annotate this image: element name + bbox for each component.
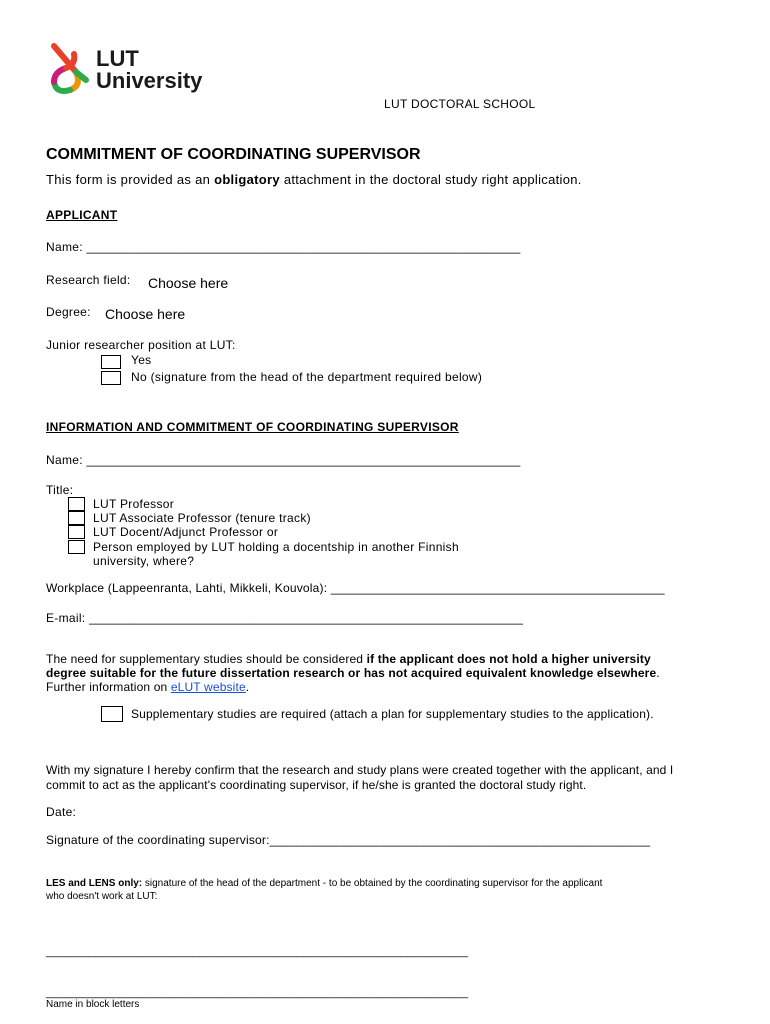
logo-text-lut: LUT [96,46,139,71]
title-checkbox-other-university[interactable] [68,540,85,554]
further-info-post: . [245,680,250,694]
head-signature-line[interactable]: _____________________________________________________________________ [46,946,469,958]
junior-no-checkbox[interactable] [101,371,121,385]
research-field-label: Research field: [46,273,131,287]
les-note-text2: who doesn't work at LUT: [46,891,158,902]
supp-note-end: . [656,666,660,680]
email-label: E-mail: [46,611,90,625]
supervisor-name-label: Name: [46,453,87,467]
form-intro [46,172,582,187]
les-note-bold: LES and LENS only: [46,878,143,889]
title-label-associate-professor: LUT Associate Professor (tenure track) [93,511,311,525]
supp-note-bold1: if the applicant does not hold a higher university [366,652,651,666]
email-row [46,611,523,625]
junior-position-label: Junior researcher position at LUT: [46,338,236,352]
applicant-name-label: Name: [46,240,87,254]
logo-text-university: University [96,68,203,93]
supervisor-name-field[interactable]: _________________________________________________________________ [86,453,521,467]
workplace-label: Workplace (Lappeenranta, Lahti, Mikkeli, Kouvola): [46,581,331,595]
email-field[interactable]: _________________________________________________________________ [89,611,523,625]
title-checkbox-professor[interactable] [68,497,85,511]
signature-label: Signature of the coordinating supervisor: [46,833,270,847]
degree-label: Degree: [46,305,91,319]
head-name-line[interactable]: _____________________________________________________________________ [46,987,469,999]
supervisor-title-label: Title: [46,483,74,497]
supp-note-bold2: degree suitable for the future dissertation research or has not acquired equivalent knowledge elsewhere [46,666,657,680]
supplementary-checkbox[interactable] [101,706,123,722]
applicant-name-row [46,240,520,254]
lut-logo-mark-icon [46,42,92,96]
workplace-field[interactable]: __________________________________________________ [330,581,665,595]
date-label: Date: [46,805,77,819]
form-title: COMMITMENT OF COORDINATING SUPERVISOR [46,146,421,163]
junior-yes-label: Yes [131,353,152,367]
title-label-other-university: Person employed by LUT holding a docentship in another Finnish [93,540,459,554]
title-label-docent: LUT Docent/Adjunct Professor or [93,525,279,539]
title-label-other-university-cont: university, where? [93,554,195,568]
degree-dropdown[interactable]: Choose here [105,306,186,322]
intro-text-post: attachment in the doctoral study right application. [279,172,582,187]
elut-website-link[interactable]: eLUT website [170,680,246,694]
lut-logo [46,42,206,98]
block-letters-label: Name in block letters [46,999,140,1010]
research-field-dropdown[interactable]: Choose here [148,275,229,291]
further-info-pre: Further information on [46,680,171,694]
school-name: LUT DOCTORAL SCHOOL [384,97,536,111]
title-checkbox-associate-professor[interactable] [68,511,85,525]
signature-field[interactable]: _________________________________________________________ [269,833,651,847]
title-label-professor: LUT Professor [93,497,175,511]
applicant-name-field[interactable]: _________________________________________________________________ [86,240,521,254]
les-note [46,877,602,903]
junior-yes-checkbox[interactable] [101,355,121,369]
intro-text-bold: obligatory [214,172,280,187]
confirm-line-2: commit to act as the applicant's coordinating supervisor, if he/she is granted the doctoral study right. [46,778,587,792]
supervisor-name-row [46,453,520,467]
applicant-heading: APPLICANT [46,208,118,222]
supp-note-pre: The need for supplementary studies should be considered [46,652,367,666]
supplementary-checkbox-label: Supplementary studies are required (attach a plan for supplementary studies to the application). [131,707,654,721]
title-checkbox-docent[interactable] [68,525,85,539]
les-note-text1: signature of the head of the department - to be obtained by the coordinating supervisor for the applicant [142,878,603,889]
signature-row [46,833,650,847]
supplementary-note [46,652,746,694]
intro-text-pre: This form is provided as an [46,172,215,187]
confirm-line-1: With my signature I hereby confirm that the research and study plans were created together with the applicant, and I [46,763,674,777]
workplace-row [46,581,665,595]
supervisor-heading: INFORMATION AND COMMITMENT OF COORDINATING SUPERVISOR [46,420,459,434]
junior-no-label: No (signature from the head of the department required below) [131,370,483,384]
